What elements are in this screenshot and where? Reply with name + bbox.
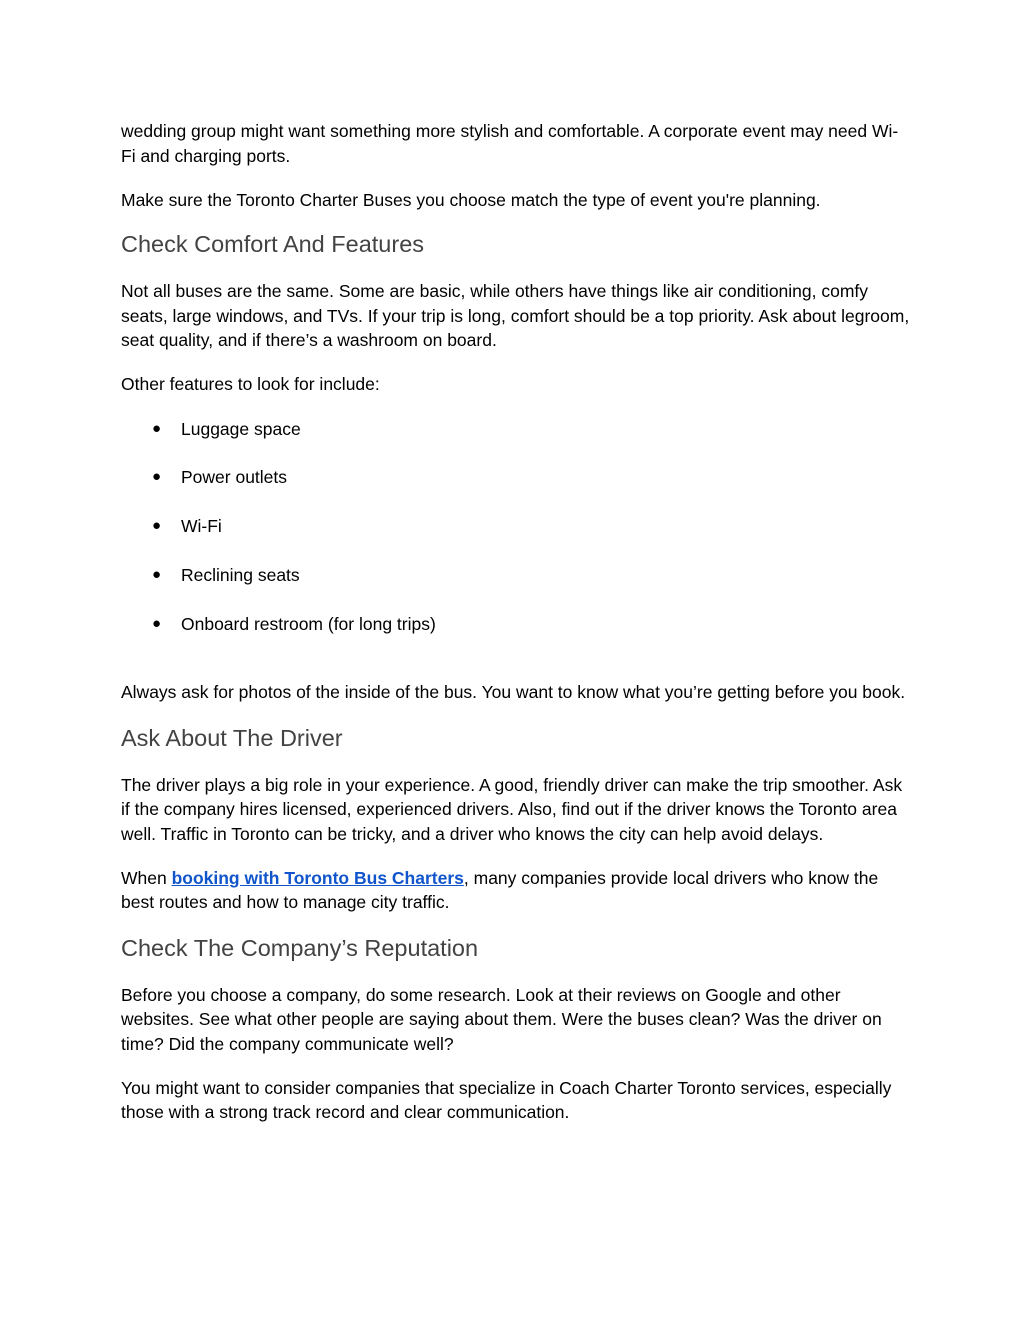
bullet-icon: ● <box>152 419 162 437</box>
list-item <box>121 417 911 442</box>
bullet-icon: ● <box>152 517 162 535</box>
features-list-intro: Other features to look for include: <box>121 374 380 394</box>
comfort-paragraph: Not all buses are the same. Some are basic, while others have things like air conditioning, comfy seats, large windows, and TVs. If your trip is long, comfort should be a top priority. Ask about legroom, seat quality, and if there’s a washroom on board. <box>121 281 910 350</box>
features-list <box>121 417 911 637</box>
list-item <box>121 612 911 637</box>
photos-note-paragraph: Always ask for photos of the inside of the bus. You want to know what you’re getting before you book. <box>121 682 906 703</box>
intro-continuation-paragraph: wedding group might want something more stylish and comfortable. A corporate event may need Wi-Fi and charging ports. <box>121 121 899 166</box>
list-item <box>121 514 911 539</box>
bullet-icon: ● <box>152 468 162 486</box>
booking-suffix: , many companies provide local drivers who know the best routes and how to manage city traffic. <box>121 867 879 913</box>
bullet-icon: ● <box>152 614 162 632</box>
closing-paragraph: You might want to consider companies that specialize in Coach Charter Toronto services, especially those with a strong track record and clear communication. <box>121 1077 892 1123</box>
booking-prefix: When <box>121 867 172 888</box>
list-item-label: Wi-Fi <box>181 516 222 537</box>
list-item-label: Power outlets <box>181 467 288 488</box>
driver-heading: Ask About The Driver <box>121 724 343 751</box>
document-page <box>121 119 911 1125</box>
reputation-heading: Check The Company’s Reputation <box>121 934 479 961</box>
comfort-features-heading: Check Comfort And Features <box>121 231 425 257</box>
list-item-label: Reclining seats <box>181 564 300 585</box>
list-item <box>121 465 911 490</box>
match-event-paragraph: Make sure the Toronto Charter Buses you choose match the type of event you're planning. <box>121 189 821 210</box>
driver-paragraph: The driver plays a big role in your experience. A good, friendly driver can make the trip smoother. Ask if the company hires licensed, experienced drivers. Also, find out if the driver knows the Toronto area well. Traffic in Toronto can be tricky, and a driver who knows the city can help avoid delays. <box>121 774 903 844</box>
list-item-label: Luggage space <box>181 418 301 439</box>
booking-paragraph <box>121 866 911 915</box>
reputation-paragraph: Before you choose a company, do some research. Look at their reviews on Google and other websites. See what other people are saying about them. Were the buses clean? Was the driver on time? Did the company communicate well? <box>121 984 882 1054</box>
list-item-label: Onboard restroom (for long trips) <box>181 613 436 634</box>
booking-link[interactable]: booking with Toronto Bus Charters <box>171 867 464 888</box>
list-item <box>121 563 911 588</box>
bullet-icon: ● <box>152 565 162 583</box>
